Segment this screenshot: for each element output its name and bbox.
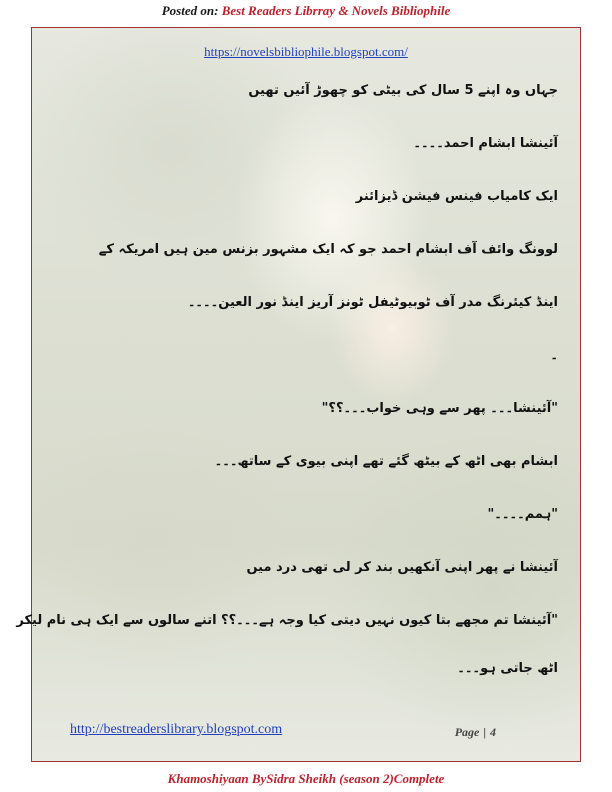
story-text xyxy=(16,80,558,711)
page-number xyxy=(455,725,496,740)
top-banner xyxy=(0,0,612,22)
story-line: ۔ xyxy=(550,348,558,363)
book-title-banner: Khamoshiyaan BySidra Sheikh (season 2)Complete xyxy=(167,771,445,786)
story-line: اینڈ کیئرنگ مدر آف ٹوبیوٹیفل ٹونز آریز اینڈ نور العین۔۔۔۔ xyxy=(187,295,558,310)
story-line: آئینشا ابشام احمد۔۔۔۔ xyxy=(413,136,558,151)
page-number-value: 4 xyxy=(490,725,496,739)
story-line: "ہمم۔۔۔۔" xyxy=(487,507,558,522)
story-line: "آئینشا تم مجھے بتا کیوں نہیں دیتی کیا وجہ ہے۔۔۔؟؟ اتنے سالوں سے ایک ہی نام لیکر xyxy=(16,613,558,628)
novels-bibliophile-link[interactable]: https://novelsbibliophile.blogspot.com/ xyxy=(204,44,408,59)
page-label: Page xyxy=(454,725,480,739)
story-line: لوونگ وائف آف ابشام احمد جو کہ ایک مشہور بزنس مین ہیں امریکہ کے xyxy=(98,242,558,257)
story-line: اٹھ جاتی ہو۔۔۔ xyxy=(457,661,558,676)
page-separator: | xyxy=(483,725,486,739)
posted-on-label: Posted on: xyxy=(161,3,219,18)
story-line: ایک کامیاب فینس فیشن ڈیزائنر xyxy=(355,189,558,204)
story-line: آئینشا نے پھر اپنی آنکھیں بند کر لی تھی درد میں xyxy=(246,560,558,575)
page-frame xyxy=(16,27,581,762)
site-brand: Best Readers Librray & Novels Bibliophile xyxy=(221,3,451,18)
story-line: ابشام بھی اٹھ کے بیٹھ گئے تھے اپنی بیوی کے ساتھ۔۔۔ xyxy=(214,454,558,469)
story-line: "آئینشا۔۔۔ پھر سے وہی خواب۔۔۔؟؟" xyxy=(321,401,558,416)
best-readers-library-link[interactable]: http://bestreaderslibrary.blogspot.com xyxy=(70,722,283,737)
story-line: جہاں وہ اپنے 5 سال کی بیٹی کو چھوڑ آئیں تھیں xyxy=(248,83,558,98)
